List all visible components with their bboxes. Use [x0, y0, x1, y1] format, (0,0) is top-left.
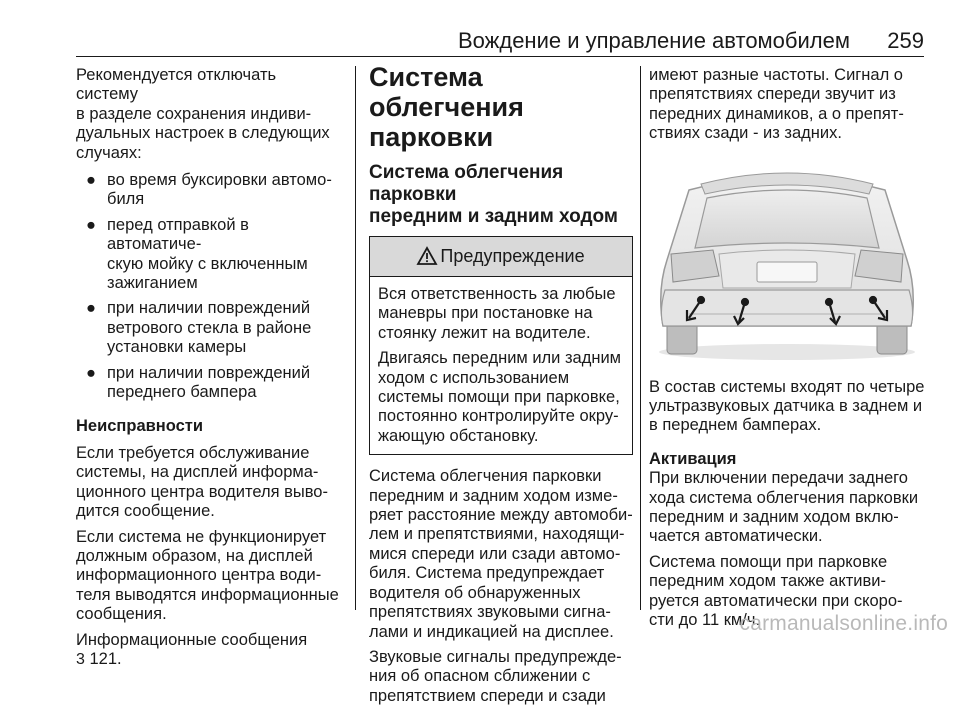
column-divider-right [640, 66, 641, 610]
column-3 [649, 66, 925, 637]
warning-paragraph-2: Двигаясь передним или задним ходом с использованием системы помощи при парковке, постоянно контролируйте окру- жающую обстановку. [378, 349, 622, 445]
subsection-title: Система облегчения парковки передним и задним ходом [369, 162, 618, 227]
car-rear-parking-sensors-icon [649, 150, 925, 368]
page-reference-arrow-icon: 3 [76, 650, 85, 668]
activation-paragraph-2: Система помощи при парковке передним ходом также активи- руется автоматически при скоро- сти до 11 км/ч. [649, 552, 903, 630]
bullet-icon: ● [86, 299, 96, 318]
faults-heading: Неисправности [76, 416, 204, 435]
watermark: carmanualsonline.info [739, 612, 948, 635]
list-item: ● при наличии повреждений переднего бампера [86, 363, 311, 402]
fault-paragraph-1: Если требуется обслуживание системы, на дисплей информа- ционного центра водителя выво- дится сообщение. [76, 443, 328, 521]
column-divider-left [355, 66, 356, 610]
warning-title: Предупреждение [440, 245, 585, 266]
bullet-icon: ● [86, 215, 96, 234]
warning-box [369, 236, 633, 455]
page-number: 259 [887, 28, 924, 53]
info-messages-reference[interactable]: Информационные сообщения 3 121. [76, 630, 308, 668]
activation-heading: Активация [649, 449, 737, 468]
bullet-icon: ● [86, 171, 96, 190]
section-title: Система облегчения парковки [369, 62, 524, 152]
sound-signals-continued: имеют разные частоты. Сигнал о препятствиях спереди звучит из передних динамиков, а о препят- ствиях сзади - из задних. [649, 66, 904, 143]
header-rule [76, 56, 924, 57]
page-reference-number[interactable]: 121. [89, 649, 122, 668]
system-description-paragraph: Система облегчения парковки передним и задним ходом изме- ряет расстояние между автомоби- лем и препятствиями, находящи- мися спереди или сзади автомо- биля. Система предупреждает водителя об обнаруженных препятствиях звуковыми сигна- лами и индикацией на дисплее. [369, 467, 633, 641]
bullet-icon: ● [86, 363, 96, 382]
fault-paragraph-2: Если система не функционирует должным образом, на дисплей информационного центра води- теля выводятся информационные сообщения. [76, 527, 339, 624]
list-item: ● во время буксировки автомо- биля [86, 171, 332, 209]
car-figure [649, 150, 925, 368]
activation-paragraph-1: При включении передачи заднего хода система облегчения парковки передним и задним ходом вклю- чается автоматически. [649, 469, 919, 546]
warning-paragraph-1: Вся ответственность за любые маневры при постановке на стоянку лежит на водителе. [378, 285, 616, 342]
list-item: ● при наличии повреждений ветрового стекла в районе установки камеры [86, 299, 312, 357]
list-item: ● перед отправкой в автоматиче- скую мойку с включенным зажиганием [86, 215, 308, 293]
warning-triangle-icon [417, 247, 437, 265]
page-header [0, 0, 960, 56]
column-2 [369, 62, 633, 712]
warning-body [370, 277, 632, 454]
chapter-title: Вождение и управление автомобилем [457, 28, 850, 53]
column-1 [76, 66, 340, 675]
warning-header [370, 237, 632, 277]
disable-cases-list [76, 171, 340, 402]
sensors-paragraph: В состав системы входят по четыре ультразвуковых датчика в заднем и в переднем бамперах. [649, 377, 925, 435]
intro-paragraph: Рекомендуется отключать систему в разделе сохранения индиви- дуальных настроек в следующих случаях: [76, 66, 330, 162]
sound-signals-paragraph: Звуковые сигналы предупрежде- ния об опасном сближении с препятствием спереди и сзади [369, 647, 622, 705]
